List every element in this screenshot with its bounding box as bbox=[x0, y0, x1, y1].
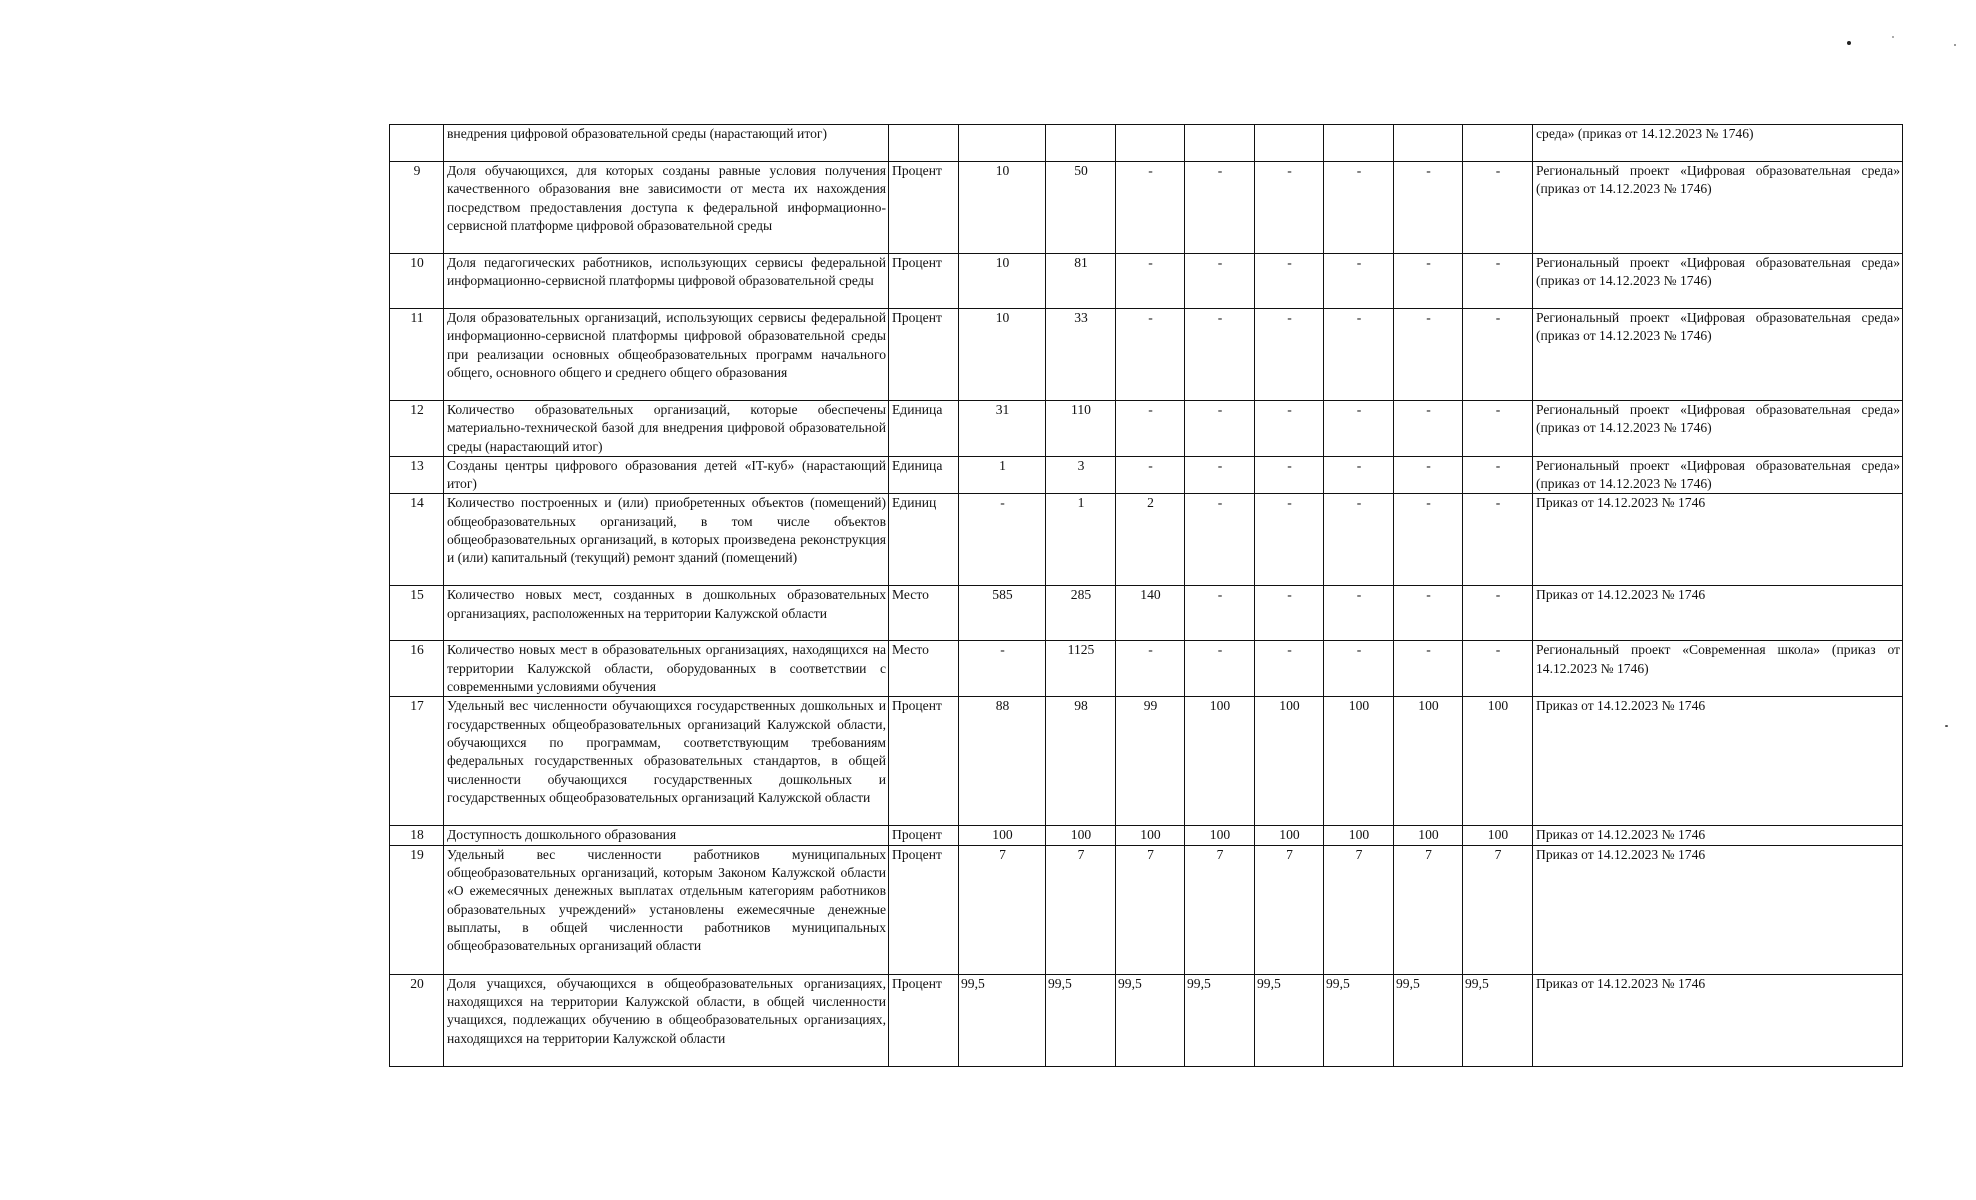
year-value-cell: - bbox=[1394, 254, 1463, 309]
unit-cell: Место bbox=[889, 641, 959, 697]
source-cell: Региональный проект «Цифровая образовательная среда» (приказ от 14.12.2023 № 1746) bbox=[1533, 254, 1903, 309]
year-value-cell: - bbox=[1255, 456, 1324, 494]
year-value-cell bbox=[1394, 125, 1463, 162]
year-value-cell: - bbox=[1324, 162, 1394, 254]
year-value-cell: - bbox=[1394, 401, 1463, 457]
source-cell: Приказ от 14.12.2023 № 1746 bbox=[1533, 697, 1903, 826]
scan-speck-dot bbox=[1954, 44, 1956, 46]
source-cell: Региональный проект «Цифровая образовательная среда» (приказ от 14.12.2023 № 1746) bbox=[1533, 162, 1903, 254]
year-value-cell: - bbox=[1324, 401, 1394, 457]
year-value-cell: 99,5 bbox=[1394, 974, 1463, 1066]
unit-cell: Место bbox=[889, 586, 959, 641]
year-value-cell: - bbox=[1463, 456, 1533, 494]
year-value-cell: 33 bbox=[1046, 309, 1116, 401]
source-cell: Приказ от 14.12.2023 № 1746 bbox=[1533, 974, 1903, 1066]
year-value-cell bbox=[1324, 125, 1394, 162]
year-value-cell: 100 bbox=[1394, 697, 1463, 826]
year-value-cell: 7 bbox=[959, 845, 1046, 974]
indicator-name-cell: Доля обучающихся, для которых созданы равные условия получения качественного образования вне зависимости от места их нахождения посредством предоставления доступа к федеральной информационно-сервисной платформе цифровой образовательной среды bbox=[444, 162, 889, 254]
year-value-cell bbox=[1185, 125, 1255, 162]
indicator-name-cell: Количество образовательных организаций, которые обеспечены материально-технической базой для внедрения цифровой образовательной среды (нарастающий итог) bbox=[444, 401, 889, 457]
unit-cell: Процент bbox=[889, 974, 959, 1066]
year-value-cell bbox=[1116, 125, 1185, 162]
year-value-cell: 140 bbox=[1116, 586, 1185, 641]
year-value-cell: 31 bbox=[959, 401, 1046, 457]
year-value-cell: 50 bbox=[1046, 162, 1116, 254]
source-cell: Приказ от 14.12.2023 № 1746 bbox=[1533, 586, 1903, 641]
year-value-cell: - bbox=[1255, 309, 1324, 401]
source-cell: Региональный проект «Цифровая образовательная среда» (приказ от 14.12.2023 № 1746) bbox=[1533, 401, 1903, 457]
table-row bbox=[390, 494, 1903, 586]
row-number-cell: 14 bbox=[390, 494, 444, 586]
table-row bbox=[390, 586, 1903, 641]
year-value-cell: - bbox=[1116, 254, 1185, 309]
year-value-cell: - bbox=[1185, 641, 1255, 697]
year-value-cell: - bbox=[1394, 456, 1463, 494]
year-value-cell: - bbox=[1255, 641, 1324, 697]
table-body bbox=[390, 125, 1903, 1067]
year-value-cell: - bbox=[1185, 494, 1255, 586]
year-value-cell: 7 bbox=[1185, 845, 1255, 974]
year-value-cell: 100 bbox=[1116, 826, 1185, 845]
year-value-cell: - bbox=[1255, 162, 1324, 254]
row-number-cell: 18 bbox=[390, 826, 444, 845]
year-value-cell: 99 bbox=[1116, 697, 1185, 826]
table-row bbox=[390, 401, 1903, 457]
indicator-name-cell: Удельный вес численности обучающихся государственных дошкольных и государственных общеобразовательных организаций Калужской области, обучающихся по программам, соответствующим требованиям федеральных государственных образовательных стандартов, в общей численности обучающихся государственных дошкольных и государственных общеобразовательных организаций Калужской области bbox=[444, 697, 889, 826]
row-number-cell: 20 bbox=[390, 974, 444, 1066]
year-value-cell: 7 bbox=[1394, 845, 1463, 974]
year-value-cell: 585 bbox=[959, 586, 1046, 641]
year-value-cell: 99,5 bbox=[1463, 974, 1533, 1066]
year-value-cell: 100 bbox=[1255, 697, 1324, 826]
year-value-cell: 100 bbox=[1185, 826, 1255, 845]
year-value-cell: 7 bbox=[1324, 845, 1394, 974]
year-value-cell: 7 bbox=[1463, 845, 1533, 974]
indicator-name-cell: Созданы центры цифрового образования детей «IT-куб» (нарастающий итог) bbox=[444, 456, 889, 494]
indicator-name-cell: Доля образовательных организаций, использующих сервисы федеральной информационно-сервисной платформы цифровой образовательной среды при реализации основных общеобразовательных программ начального общего, основного общего и среднего общего образования bbox=[444, 309, 889, 401]
year-value-cell: - bbox=[1324, 309, 1394, 401]
year-value-cell: 100 bbox=[1255, 826, 1324, 845]
year-value-cell: - bbox=[1324, 456, 1394, 494]
year-value-cell: 7 bbox=[1116, 845, 1185, 974]
year-value-cell: - bbox=[1116, 456, 1185, 494]
scan-speck-dot bbox=[1945, 725, 1948, 727]
indicator-name-cell: Количество новых мест в образовательных организациях, находящихся на территории Калужской области, оборудованных в соответствии с современными условиями обучения bbox=[444, 641, 889, 697]
year-value-cell: 99,5 bbox=[959, 974, 1046, 1066]
year-value-cell: 100 bbox=[959, 826, 1046, 845]
year-value-cell: - bbox=[1463, 494, 1533, 586]
year-value-cell: 99,5 bbox=[1116, 974, 1185, 1066]
table-row bbox=[390, 125, 1903, 162]
year-value-cell: - bbox=[1463, 586, 1533, 641]
year-value-cell: 1 bbox=[959, 456, 1046, 494]
table-row bbox=[390, 641, 1903, 697]
year-value-cell: 100 bbox=[1394, 826, 1463, 845]
unit-cell: Процент bbox=[889, 697, 959, 826]
indicator-name-cell: Количество построенных и (или) приобретенных объектов (помещений) общеобразовательных организаций, в том числе объектов общеобразовательных организаций, в которых произведена реконструкция и (или) капитальный (текущий) ремонт зданий (помещений) bbox=[444, 494, 889, 586]
year-value-cell: - bbox=[1255, 494, 1324, 586]
table-row bbox=[390, 309, 1903, 401]
year-value-cell: - bbox=[959, 641, 1046, 697]
row-number-cell: 16 bbox=[390, 641, 444, 697]
row-number-cell: 19 bbox=[390, 845, 444, 974]
year-value-cell: 99,5 bbox=[1324, 974, 1394, 1066]
year-value-cell: 99,5 bbox=[1046, 974, 1116, 1066]
year-value-cell: 10 bbox=[959, 309, 1046, 401]
year-value-cell bbox=[1463, 125, 1533, 162]
year-value-cell: - bbox=[1463, 254, 1533, 309]
year-value-cell: - bbox=[1185, 401, 1255, 457]
table-row bbox=[390, 162, 1903, 254]
indicator-name-cell: Количество новых мест, созданных в дошкольных образовательных организациях, расположенных на территории Калужской области bbox=[444, 586, 889, 641]
year-value-cell bbox=[1255, 125, 1324, 162]
year-value-cell: 98 bbox=[1046, 697, 1116, 826]
unit-cell: Процент bbox=[889, 254, 959, 309]
year-value-cell: 100 bbox=[1324, 697, 1394, 826]
scan-speck-dot bbox=[1847, 41, 1851, 45]
year-value-cell: 285 bbox=[1046, 586, 1116, 641]
year-value-cell: 100 bbox=[1463, 826, 1533, 845]
source-cell: Приказ от 14.12.2023 № 1746 bbox=[1533, 845, 1903, 974]
year-value-cell: - bbox=[1463, 162, 1533, 254]
year-value-cell: 99,5 bbox=[1255, 974, 1324, 1066]
year-value-cell: - bbox=[1463, 309, 1533, 401]
year-value-cell: 2 bbox=[1116, 494, 1185, 586]
year-value-cell: 1125 bbox=[1046, 641, 1116, 697]
unit-cell bbox=[889, 125, 959, 162]
year-value-cell: - bbox=[1185, 456, 1255, 494]
source-cell: Приказ от 14.12.2023 № 1746 bbox=[1533, 826, 1903, 845]
source-cell: Региональный проект «Современная школа» (приказ от 14.12.2023 № 1746) bbox=[1533, 641, 1903, 697]
indicator-name-cell: Доля педагогических работников, использующих сервисы федеральной информационно-сервисной платформы цифровой образовательной среды bbox=[444, 254, 889, 309]
year-value-cell: - bbox=[1185, 254, 1255, 309]
year-value-cell: - bbox=[1324, 586, 1394, 641]
year-value-cell bbox=[1046, 125, 1116, 162]
row-number-cell: 11 bbox=[390, 309, 444, 401]
year-value-cell: - bbox=[1116, 162, 1185, 254]
year-value-cell: - bbox=[959, 494, 1046, 586]
year-value-cell: 88 bbox=[959, 697, 1046, 826]
year-value-cell: - bbox=[1255, 254, 1324, 309]
indicator-name-cell: Доля учащихся, обучающихся в общеобразовательных организациях, находящихся на территории Калужской области, в общей численности учащихся, подлежащих обучению в общеобразовательных организациях, находящихся на территории Калужской области bbox=[444, 974, 889, 1066]
row-number-cell: 10 bbox=[390, 254, 444, 309]
year-value-cell: 100 bbox=[1185, 697, 1255, 826]
unit-cell: Единиц bbox=[889, 494, 959, 586]
year-value-cell: - bbox=[1394, 586, 1463, 641]
year-value-cell: - bbox=[1116, 309, 1185, 401]
year-value-cell: 10 bbox=[959, 162, 1046, 254]
table-row bbox=[390, 697, 1903, 826]
year-value-cell: - bbox=[1324, 641, 1394, 697]
year-value-cell: 81 bbox=[1046, 254, 1116, 309]
year-value-cell: - bbox=[1324, 494, 1394, 586]
year-value-cell: 100 bbox=[1046, 826, 1116, 845]
unit-cell: Процент bbox=[889, 162, 959, 254]
year-value-cell: - bbox=[1116, 641, 1185, 697]
unit-cell: Единица bbox=[889, 456, 959, 494]
year-value-cell: - bbox=[1255, 586, 1324, 641]
year-value-cell: 7 bbox=[1255, 845, 1324, 974]
source-cell: среда» (приказ от 14.12.2023 № 1746) bbox=[1533, 125, 1903, 162]
source-cell: Региональный проект «Цифровая образовательная среда» (приказ от 14.12.2023 № 1746) bbox=[1533, 456, 1903, 494]
unit-cell: Процент bbox=[889, 309, 959, 401]
year-value-cell: - bbox=[1185, 162, 1255, 254]
row-number-cell: 13 bbox=[390, 456, 444, 494]
year-value-cell: - bbox=[1116, 401, 1185, 457]
row-number-cell: 9 bbox=[390, 162, 444, 254]
row-number-cell bbox=[390, 125, 444, 162]
table-row bbox=[390, 254, 1903, 309]
indicator-name-cell: Доступность дошкольного образования bbox=[444, 826, 889, 845]
table-row bbox=[390, 974, 1903, 1066]
year-value-cell: - bbox=[1463, 401, 1533, 457]
year-value-cell: - bbox=[1394, 162, 1463, 254]
indicator-name-cell: внедрения цифровой образовательной среды (нарастающий итог) bbox=[444, 125, 889, 162]
source-cell: Приказ от 14.12.2023 № 1746 bbox=[1533, 494, 1903, 586]
year-value-cell: - bbox=[1324, 254, 1394, 309]
year-value-cell: - bbox=[1394, 309, 1463, 401]
indicator-name-cell: Удельный вес численности работников муниципальных общеобразовательных организаций, которым Законом Калужской области «О ежемесячных денежных выплатах отдельным категориям работников образовательных учреждений» установлены ежемесячные денежные выплаты, в общей численности работников муниципальных общеобразовательных организаций области bbox=[444, 845, 889, 974]
year-value-cell: 10 bbox=[959, 254, 1046, 309]
indicators-table bbox=[389, 124, 1903, 1067]
table-row bbox=[390, 826, 1903, 845]
row-number-cell: 17 bbox=[390, 697, 444, 826]
year-value-cell: 7 bbox=[1046, 845, 1116, 974]
year-value-cell bbox=[959, 125, 1046, 162]
source-cell: Региональный проект «Цифровая образовательная среда» (приказ от 14.12.2023 № 1746) bbox=[1533, 309, 1903, 401]
year-value-cell: - bbox=[1185, 309, 1255, 401]
year-value-cell: - bbox=[1394, 641, 1463, 697]
scan-speck-dot bbox=[1892, 36, 1894, 38]
unit-cell: Процент bbox=[889, 826, 959, 845]
year-value-cell: - bbox=[1185, 586, 1255, 641]
unit-cell: Единица bbox=[889, 401, 959, 457]
year-value-cell: 3 bbox=[1046, 456, 1116, 494]
unit-cell: Процент bbox=[889, 845, 959, 974]
year-value-cell: 99,5 bbox=[1185, 974, 1255, 1066]
year-value-cell: 1 bbox=[1046, 494, 1116, 586]
year-value-cell: 100 bbox=[1324, 826, 1394, 845]
row-number-cell: 12 bbox=[390, 401, 444, 457]
table-row bbox=[390, 456, 1903, 494]
table-row bbox=[390, 845, 1903, 974]
year-value-cell: 110 bbox=[1046, 401, 1116, 457]
year-value-cell: - bbox=[1394, 494, 1463, 586]
year-value-cell: - bbox=[1463, 641, 1533, 697]
row-number-cell: 15 bbox=[390, 586, 444, 641]
year-value-cell: 100 bbox=[1463, 697, 1533, 826]
year-value-cell: - bbox=[1255, 401, 1324, 457]
